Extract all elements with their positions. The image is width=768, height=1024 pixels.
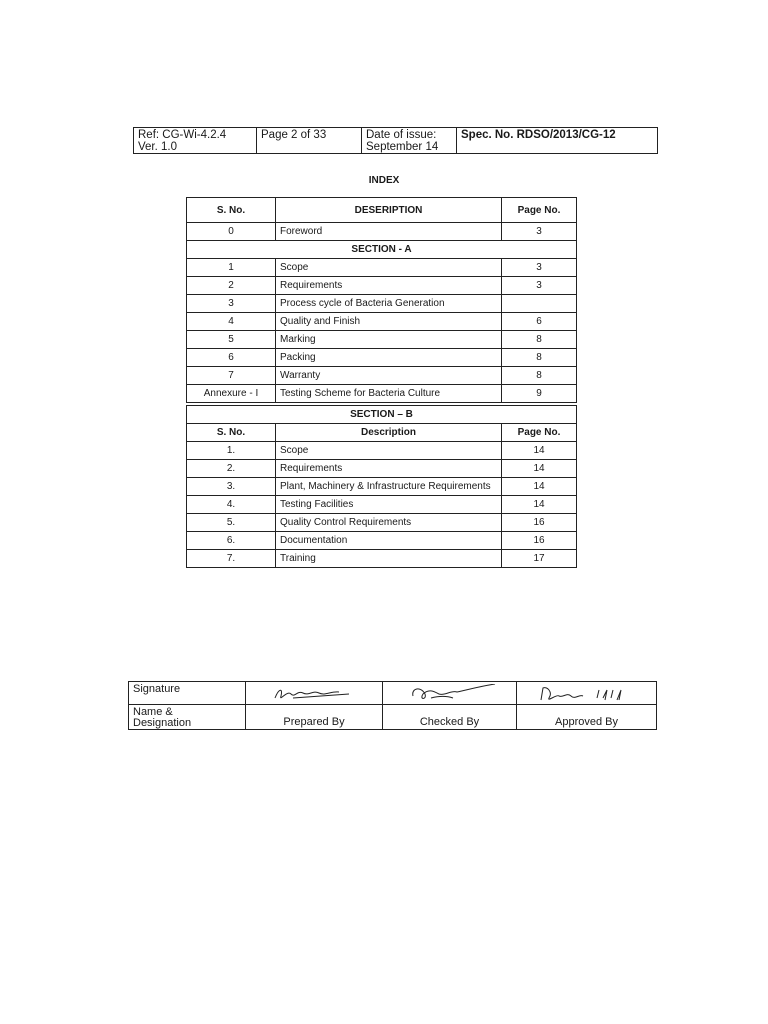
cell-description: Scope xyxy=(276,259,502,277)
cell-page: 17 xyxy=(502,550,577,568)
table-row xyxy=(187,331,577,349)
approved-by-label: Approved By xyxy=(517,705,657,730)
table-row xyxy=(187,442,577,460)
cell-description: Scope xyxy=(276,442,502,460)
prepared-signature-scrawl xyxy=(269,684,359,704)
date-cell xyxy=(362,128,457,154)
index-table-section-b xyxy=(186,405,577,568)
cell-page: 14 xyxy=(502,496,577,514)
ref-cell xyxy=(134,128,257,154)
cell-sno: 2. xyxy=(187,460,276,478)
document-header xyxy=(133,127,658,154)
cell-sno: 1 xyxy=(187,259,276,277)
cell-page: 9 xyxy=(502,385,577,403)
cell-description: Quality Control Requirements xyxy=(276,514,502,532)
cell-page: 14 xyxy=(502,460,577,478)
checked-by-label: Checked By xyxy=(383,705,517,730)
section-b-rows xyxy=(187,442,577,568)
name-label-line2: Designation xyxy=(133,717,192,729)
cell-description: Requirements xyxy=(276,277,502,295)
spec-number: Spec. No. RDSO/2013/CG-12 xyxy=(461,129,616,141)
table-row xyxy=(187,349,577,367)
cell-sno: 7. xyxy=(187,550,276,568)
cell-page: 16 xyxy=(502,532,577,550)
cell-sno: 6. xyxy=(187,532,276,550)
cell-description: Packing xyxy=(276,349,502,367)
section-a-title: SECTION - A xyxy=(187,241,577,259)
cell-sno: 7 xyxy=(187,367,276,385)
cell-page: 6 xyxy=(502,313,577,331)
table-row xyxy=(187,295,577,313)
cell-page: 14 xyxy=(502,442,577,460)
table-row xyxy=(187,277,577,295)
cell-description: Testing Facilities xyxy=(276,496,502,514)
cell-description: Marking xyxy=(276,331,502,349)
table-row xyxy=(187,313,577,331)
cell-page: 3 xyxy=(502,223,577,241)
index-table-section-a xyxy=(186,197,577,403)
col-header-description: DESERIPTION xyxy=(276,198,502,223)
cell-sno: 5 xyxy=(187,331,276,349)
cell-description: Warranty xyxy=(276,367,502,385)
cell-page: 8 xyxy=(502,331,577,349)
approved-signature-scrawl xyxy=(527,684,647,704)
col-header-page: Page No. xyxy=(502,198,577,223)
cell-page xyxy=(502,295,577,313)
cell-sno: Annexure - I xyxy=(187,385,276,403)
cell-sno: 1. xyxy=(187,442,276,460)
col-header-description: Description xyxy=(276,424,502,442)
signature-label: Signature xyxy=(129,682,246,705)
spec-cell xyxy=(457,128,658,154)
table-row xyxy=(187,460,577,478)
cell-sno: 6 xyxy=(187,349,276,367)
table-header-row xyxy=(187,198,577,223)
cell-sno: 5. xyxy=(187,514,276,532)
table-row xyxy=(187,550,577,568)
col-header-sno: S. No. xyxy=(187,424,276,442)
cell-description: Quality and Finish xyxy=(276,313,502,331)
checked-signature-scrawl xyxy=(395,684,505,704)
name-designation-label xyxy=(129,705,246,730)
prepared-by-label: Prepared By xyxy=(246,705,383,730)
cell-page: 16 xyxy=(502,514,577,532)
col-header-page: Page No. xyxy=(502,424,577,442)
page-cell xyxy=(257,128,362,154)
cell-description: Foreword xyxy=(276,223,502,241)
cell-sno: 2 xyxy=(187,277,276,295)
version: Ver. 1.0 xyxy=(138,141,178,153)
date-value: September 14 xyxy=(366,141,439,153)
approved-signature xyxy=(517,682,657,705)
cell-sno: 0 xyxy=(187,223,276,241)
cell-sno: 4. xyxy=(187,496,276,514)
cell-page: 8 xyxy=(502,367,577,385)
cell-description: Requirements xyxy=(276,460,502,478)
section-b-title: SECTION – B xyxy=(187,406,577,424)
section-title-row xyxy=(187,241,577,259)
page-number: Page 2 of 33 xyxy=(261,129,327,141)
table-row xyxy=(187,532,577,550)
section-title-row xyxy=(187,406,577,424)
cell-description: Training xyxy=(276,550,502,568)
table-header-row xyxy=(187,424,577,442)
cell-description: Plant, Machinery & Infrastructure Requirements xyxy=(276,478,502,496)
table-row xyxy=(187,478,577,496)
table-row xyxy=(187,514,577,532)
cell-sno: 3. xyxy=(187,478,276,496)
checked-signature xyxy=(383,682,517,705)
section-a-rows xyxy=(187,259,577,403)
cell-description: Documentation xyxy=(276,532,502,550)
cell-description: Process cycle of Bacteria Generation xyxy=(276,295,502,313)
table-row xyxy=(187,385,577,403)
cell-page: 8 xyxy=(502,349,577,367)
index-title: INDEX xyxy=(368,175,400,186)
signature-table xyxy=(128,681,657,730)
name-label-line1: Name & xyxy=(133,706,173,718)
cell-sno: 4 xyxy=(187,313,276,331)
cell-page: 3 xyxy=(502,259,577,277)
prepared-signature xyxy=(246,682,383,705)
table-row xyxy=(187,223,577,241)
cell-description: Testing Scheme for Bacteria Culture xyxy=(276,385,502,403)
cell-page: 3 xyxy=(502,277,577,295)
table-row xyxy=(187,367,577,385)
cell-page: 14 xyxy=(502,478,577,496)
cell-sno: 3 xyxy=(187,295,276,313)
table-row xyxy=(187,496,577,514)
table-row xyxy=(187,259,577,277)
col-header-sno: S. No. xyxy=(187,198,276,223)
date-label: Date of issue: xyxy=(366,129,437,141)
ref-number: Ref: CG-Wi-4.2.4 xyxy=(138,129,227,141)
